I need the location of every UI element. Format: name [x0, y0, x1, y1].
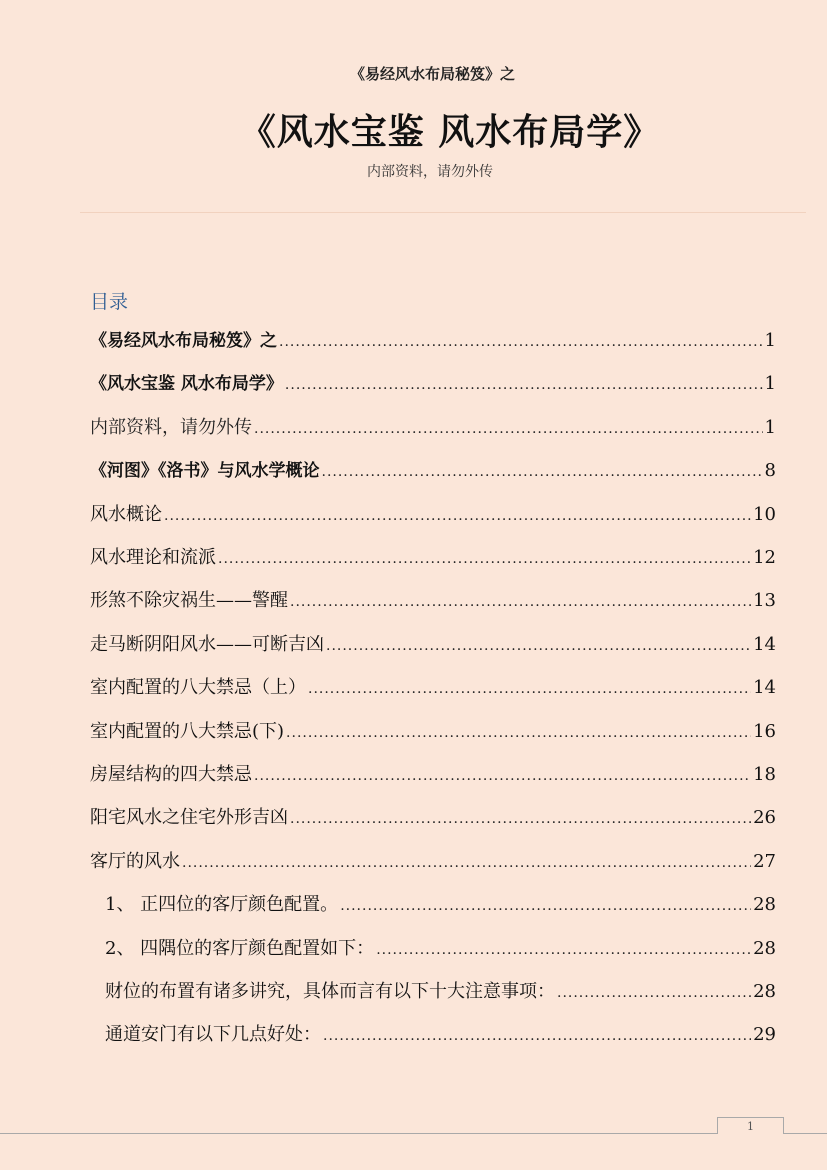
toc-entry[interactable] — [105, 934, 776, 970]
toc-entry-page: 13 — [753, 590, 776, 612]
toc-entry[interactable] — [90, 413, 776, 449]
toc-entry-title: 风水理论和流派 — [90, 547, 216, 568]
document-title: 《风水宝鉴 风水布局学》 — [239, 112, 661, 153]
toc-entry[interactable] — [90, 803, 776, 839]
toc-leader-dots — [254, 421, 763, 437]
toc-entry-page: 28 — [753, 981, 776, 1002]
toc-leader-dots — [285, 377, 763, 393]
toc-entry-title: 通道安门有以下几点好处： — [105, 1024, 321, 1046]
toc-entry-title: 风水概论 — [90, 503, 162, 525]
toc-entry-page: 14 — [753, 633, 776, 655]
toc-entry-page: 29 — [753, 1024, 776, 1046]
toc-entry-page: 28 — [753, 937, 776, 959]
toc-entry-title: 房屋结构的四大禁忌 — [90, 764, 252, 785]
document-subtitle: 内部资料，请勿外传 — [367, 164, 493, 180]
toc-entry[interactable] — [90, 326, 776, 362]
toc-entry[interactable] — [90, 586, 776, 622]
toc-leader-dots — [290, 594, 751, 610]
toc-entry[interactable] — [90, 673, 776, 709]
toc-entry-page: 10 — [753, 503, 776, 525]
toc-entry-page: 14 — [753, 677, 776, 699]
toc-entry[interactable] — [90, 456, 776, 492]
toc-leader-dots — [254, 768, 751, 784]
toc-entry-title: 形煞不除灾祸生——警醒 — [90, 590, 288, 612]
toc-entry[interactable] — [90, 630, 776, 666]
pre-title: 《易经风水布局秘笈》之 — [349, 65, 515, 83]
toc-entry-page: 8 — [764, 460, 776, 482]
toc-entry-page: 1 — [764, 416, 776, 438]
header-divider — [80, 212, 806, 213]
toc-entry-page: 1 — [764, 330, 776, 351]
toc-leader-dots — [308, 681, 751, 697]
toc-entry-page: 26 — [753, 807, 776, 829]
toc-entry-title: 室内配置的八大禁忌(下) — [90, 720, 285, 742]
toc-entry-page: 1 — [764, 373, 776, 395]
toc-entry[interactable] — [90, 760, 776, 796]
toc-leader-dots — [557, 985, 751, 1001]
toc-entry[interactable] — [105, 977, 776, 1013]
toc-entry-title: 财位的布置有诸多讲究，具体而言有以下十大注意事项： — [105, 981, 555, 1002]
toc-entry[interactable] — [90, 717, 776, 753]
toc-leader-dots — [376, 942, 751, 958]
toc-entry-title: 阳宅风水之住宅外形吉凶 — [90, 807, 288, 829]
toc-leader-dots — [218, 551, 751, 567]
toc-entry-page: 16 — [753, 720, 776, 742]
toc-leader-dots — [326, 638, 751, 654]
toc-entry-title: 室内配置的八大禁忌（上） — [90, 677, 306, 699]
toc-entry-title: 走马断阴阳风水——可断吉凶 — [90, 633, 324, 655]
toc-entry[interactable] — [105, 1020, 776, 1056]
toc-entry-title: 《易经风水布局秘笈》之 — [90, 331, 277, 351]
toc-leader-dots — [286, 725, 751, 741]
toc-entry-page: 28 — [753, 894, 776, 916]
toc-entry[interactable] — [90, 369, 776, 405]
toc-entry[interactable] — [90, 500, 776, 536]
toc-entry-title: 1、 正四位的客厅颜色配置。 — [105, 894, 339, 916]
toc-entry-title: 《河图》《洛书》与风水学概论 — [90, 461, 320, 482]
toc-leader-dots — [279, 334, 763, 350]
toc-entry[interactable] — [90, 847, 776, 883]
footer-divider — [0, 1133, 827, 1134]
page-number: 1 — [717, 1117, 784, 1134]
toc-entry-page: 18 — [753, 764, 776, 785]
toc-leader-dots — [323, 1028, 751, 1044]
toc-entry-title: 《风水宝鉴 风水布局学》 — [90, 374, 283, 395]
toc-leader-dots — [164, 508, 751, 524]
toc-leader-dots — [340, 898, 751, 914]
toc-leader-dots — [182, 855, 751, 871]
toc-entry[interactable] — [105, 890, 776, 926]
toc-entry-title: 内部资料，请勿外传 — [90, 416, 252, 438]
toc-leader-dots — [322, 464, 763, 480]
toc-entry-title: 客厅的风水 — [90, 850, 180, 872]
toc-entry-page: 27 — [753, 850, 776, 872]
toc-entry[interactable] — [90, 543, 776, 579]
toc-entry-page: 12 — [753, 547, 776, 568]
toc-leader-dots — [290, 811, 751, 827]
toc-entry-title: 2、 四隅位的客厅颜色配置如下： — [105, 937, 375, 959]
toc-heading: 目录 — [90, 291, 129, 313]
